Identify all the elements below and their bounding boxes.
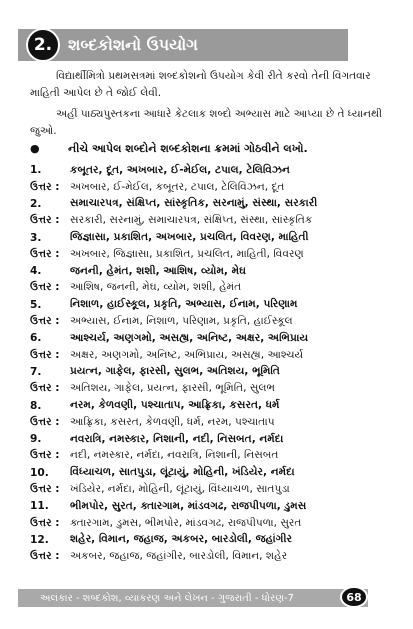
question-number: 2.	[30, 197, 42, 210]
answer-label: ઉત્તર :	[30, 382, 60, 395]
answer-label: ઉત્તર :	[30, 415, 60, 428]
answer-label: ઉત્તર :	[30, 180, 60, 193]
question-row	[30, 162, 392, 179]
task-text: નીચે આપેલ શબ્દોને શબ્દકોશના ક્રમમાં ગોઠવીને લખો.	[68, 142, 308, 155]
answer-label: ઉત્તર :	[30, 449, 60, 462]
question-words: નિશાળ, હાઈસ્કૂલ, પ્રકૃતિ, અભ્યાસ, ઈનામ, પરિણામ	[70, 298, 298, 311]
question-number: 4.	[30, 265, 42, 278]
question-number: 11.	[30, 500, 49, 513]
bullet-icon: ●	[30, 142, 40, 155]
intro-paragraph-2: અહીં પાઠ્યપુસ્તકના આધારે કેટલાક શબ્દો અભ્યાસ માટે આપ્યા છે તે ધ્યાનથી જુઓ.	[30, 108, 383, 137]
answer-label: ઉત્તર :	[30, 550, 60, 563]
question-number: 8.	[30, 399, 42, 412]
question-row	[30, 196, 392, 213]
question-row	[30, 296, 392, 313]
question-number: 7.	[30, 365, 42, 378]
word-order-list	[30, 162, 392, 565]
question-words: કબૂતર, દૂત, અખબાર, ઈ-મેઈલ, ટપાલ, ટેલિવિઝન	[70, 163, 290, 176]
question-words: વિંધ્યાચળ, સાતપુડા, લૂંટાયું, મોહિની, ખંડિયેર, નર્મદા	[70, 466, 295, 479]
question-row	[30, 330, 392, 347]
answer-words: અક્ષર, અણગમો, અનિષ્ટ, અભિપ્રાય, અસહ્ય, આશ્ચર્ય	[70, 348, 304, 361]
answer-words: અભ્યાસ, ઈનામ, નિશાળ, પરિણામ, પ્રકૃતિ, હાઈસ્કૂલ	[70, 315, 293, 328]
answer-words: અકબર, જહાજ, જહાંગીર, બારડોલી, વિમાન, શહેર	[70, 550, 288, 563]
answer-words: ખંડિયેર, નર્મદા, મોહિની, લૂંટાયું, વિંધ્યાચળ, સાતપુડા	[70, 483, 290, 496]
answer-words: અખબાર, ઈ-મેઈલ, કબૂતર, ટપાલ, ટેલિવિઝન, દૂત	[70, 180, 285, 193]
question-words: સમાચારપત્ર, સંક્ષિપ્ત, સાંસ્કૃતિક, સરનામું, સંસ્થા, સરકારી	[70, 197, 318, 210]
question-row	[30, 397, 392, 414]
answer-row	[30, 179, 392, 196]
chapter-title: શબ્દકોશનો ઉપયોગ	[68, 35, 198, 54]
question-words: ભીમપોર, સુરત, ક્તારગામ, માંડવગઢ, રાજપીપળા, ડુમસ	[70, 499, 307, 512]
chapter-number-badge: 2.	[26, 28, 60, 62]
question-words: શહેર, વિમાન, જહાજ, અકબર, બારડોલી, જહાંગીર	[70, 533, 292, 546]
intro-text	[30, 68, 392, 144]
answer-row	[30, 212, 392, 229]
page-footer	[18, 589, 368, 607]
answer-row	[30, 347, 392, 364]
answer-label: ઉત્તર :	[30, 247, 60, 260]
answer-row	[30, 313, 392, 330]
answer-words: ક્તારગામ, ડુમસ, ભીમપોર, માંડવગઢ, રાજપીપળા, સુરત	[70, 516, 302, 529]
answer-words: નદી, નમસ્કાર, નર્મદા, નવરાત્રિ, નિશાની, નિસબત	[70, 449, 279, 462]
question-words: આશ્ચર્ય, અણગમો, અસહ્ય, અનિષ્ટ, અક્ષર, અભિપ્રાય	[70, 331, 309, 344]
answer-row	[30, 380, 392, 397]
question-words: નવરાત્રિ, નમસ્કાર, નિશાની, નદી, નિસબત, નર્મદા	[70, 432, 284, 445]
answer-row	[30, 481, 392, 498]
question-number: 5.	[30, 298, 42, 311]
question-number: 10.	[30, 466, 49, 479]
intro-paragraph-1: વિદ્યાર્થીમિત્રો પ્રથમસત્રમાં શબ્દકોશનો ઉપયોગ કેવી રીતે કરવો તેની વિગતવાર માહિતી આપેલ છે તે જોઈ લેવી.	[30, 70, 371, 99]
answer-row	[30, 414, 392, 431]
answer-words: અખબાર, જિજ્ઞાસા, પ્રકાશિત, પ્રચલિત, માહિતી, વિવરણ	[70, 247, 304, 260]
question-number: 3.	[30, 231, 42, 244]
page-number: 68	[340, 586, 368, 608]
answer-row	[30, 548, 392, 565]
question-row	[30, 532, 392, 549]
answer-row	[30, 246, 392, 263]
answer-words: આશિષ, જનની, મેઘ, વ્યોમ, શશી, હેમંત	[70, 281, 242, 294]
question-words: જિજ્ઞાસા, પ્રકાશિત, અખબાર, પ્રચલિત, વિવરણ, માહિતી	[70, 231, 309, 244]
task-instruction	[30, 142, 392, 156]
question-row	[30, 498, 392, 515]
answer-label: ઉત્તર :	[30, 348, 60, 361]
answer-words: સરકારી, સરનામું, સમાચારપત્ર, સંક્ષિપ્ત, સંસ્થા, સાંસ્કૃતિક	[70, 214, 313, 227]
question-number: 1.	[30, 164, 42, 177]
answer-words: અતિશય, ગાફેલ, પ્રયત્ન, ફારસી, ભૂમિતિ, સુલભ	[70, 382, 275, 395]
footer-text: અલંકાર - શબ્દકોશ, વ્યાકરણ અને લેખન - ગુજરાતી - ધોરણ-7	[40, 592, 295, 604]
answer-row	[30, 448, 392, 465]
question-row	[30, 229, 392, 246]
question-words: જનની, હેમંત, શશી, આશિષ, વ્યોમ, મેઘ	[70, 264, 247, 277]
question-row	[30, 464, 392, 481]
answer-row	[30, 515, 392, 532]
question-row	[30, 431, 392, 448]
answer-label: ઉત્તર :	[30, 483, 60, 496]
chapter-header	[18, 29, 348, 61]
answer-row	[30, 280, 392, 297]
question-number: 12.	[30, 533, 49, 546]
question-row	[30, 263, 392, 280]
question-number: 9.	[30, 433, 42, 446]
answer-words: આફ્રિકા, કસરત, કેળવણી, ધર્મ, નરમ, પશ્ચાતાપ	[70, 415, 275, 428]
question-number: 6.	[30, 332, 42, 345]
question-row	[30, 364, 392, 381]
answer-label: ઉત્તર :	[30, 315, 60, 328]
question-words: પ્રયત્ન, ગાફેલ, ફારસી, સુલભ, અતિશય, ભૂમિતિ	[70, 365, 280, 378]
answer-label: ઉત્તર :	[30, 214, 60, 227]
question-words: નરમ, કેળવણી, પશ્ચાતાપ, આફ્રિકા, કસરત, ધર્મ	[70, 399, 280, 412]
answer-label: ઉત્તર :	[30, 281, 60, 294]
answer-label: ઉત્તર :	[30, 516, 60, 529]
